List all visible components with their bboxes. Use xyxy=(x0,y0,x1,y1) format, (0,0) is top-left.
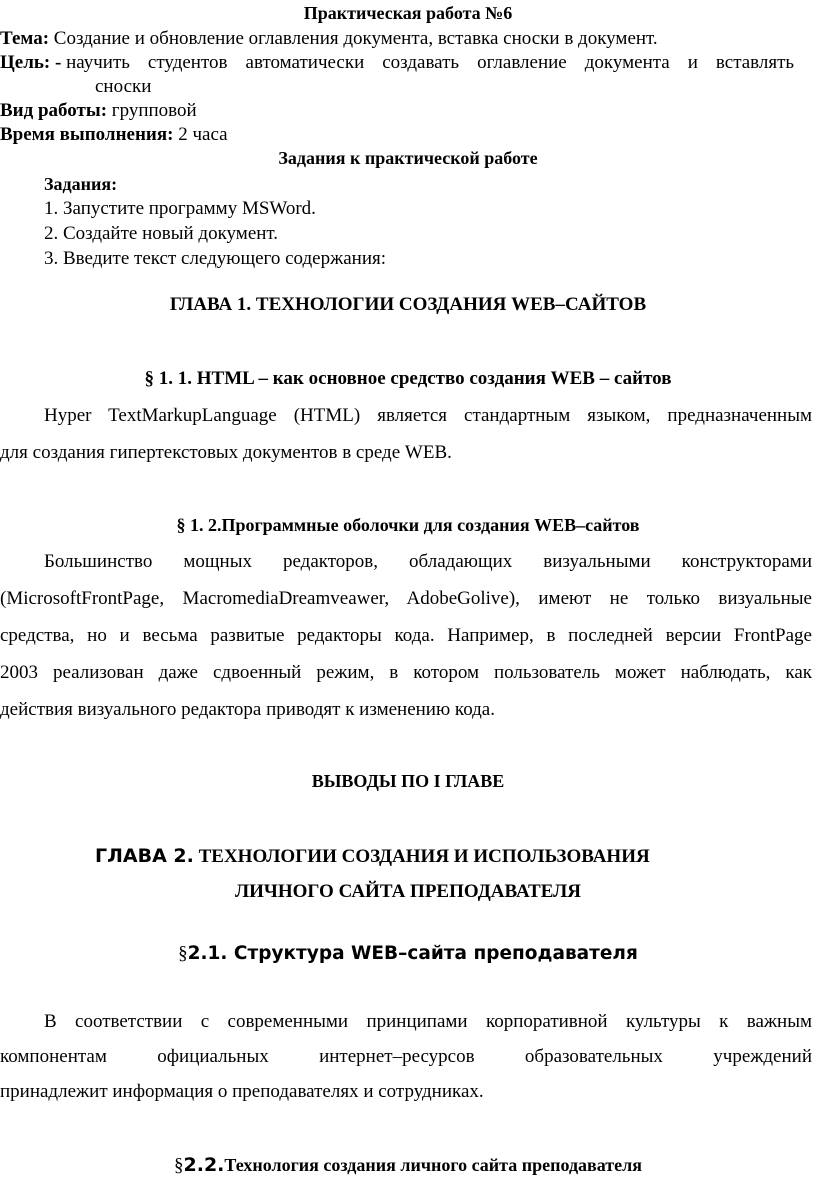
section-1-2-para-line1: Большинство мощных редакторов, обладающих визуальными конструкторами xyxy=(44,551,812,572)
work-type-label: Вид работы: xyxy=(0,100,108,121)
section-2-2-title xyxy=(0,1154,816,1177)
goal-value-line2: сноски xyxy=(95,76,152,97)
conclusions-title: ВЫВОДЫ ПО I ГЛАВЕ xyxy=(311,771,505,791)
section-2-2-symbol: § xyxy=(174,1155,184,1176)
section-1-1-title: § 1. 1. HTML – как основное средство создания WEB – сайтов xyxy=(144,368,672,389)
goal-value-line1: научить студентов автоматически создавать оглавление документа и вставлять xyxy=(66,52,795,73)
section-2-1-para-line2: компонентам официальных интернет–ресурсов образовательных учреждений xyxy=(0,1046,812,1067)
topic-value: Создание и обновление оглавления документа, вставка сноски в документ. xyxy=(53,28,658,49)
section-1-1-para-line2: для создания гипертекстовых документов в среде WEB. xyxy=(0,442,452,463)
section-1-2-para-line4: 2003 реализован даже сдвоенный режим, в котором пользователь может наблюдать, как xyxy=(0,662,812,683)
section-2-1-text: 2.1. Структура WEB–сайта преподавателя xyxy=(187,943,638,964)
tasks-heading: Задания к практической работе xyxy=(278,148,538,168)
topic-line xyxy=(0,28,658,50)
section-2-1-para-line1: В соответствии с современными принципами корпоративной культуры к важным xyxy=(44,1011,812,1032)
document-title: Практическая работа №6 xyxy=(303,3,513,23)
section-2-1-para-line3: принадлежит информация о преподавателях и сотрудниках. xyxy=(0,1081,484,1102)
time-value: 2 часа xyxy=(178,124,228,145)
task-item-3: 3. Введите текст следующего содержания: xyxy=(44,248,387,269)
section-2-2-text: Технология создания личного сайта преподавателя xyxy=(224,1155,642,1175)
chapter2-title-line1 xyxy=(95,845,650,868)
section-2-2-number: 2.2. xyxy=(183,1154,225,1176)
section-1-1-para-line1: Hyper TextMarkupLanguage (HTML) является стандартным языком, предназначенным xyxy=(44,405,812,426)
chapter2-title-line2: ЛИЧНОГО САЙТА ПРЕПОДАВАТЕЛЯ xyxy=(234,881,582,902)
time-label: Время выполнения: xyxy=(0,124,174,145)
chapter2-title-text: ТЕХНОЛОГИИ СОЗДАНИЯ И ИСПОЛЬЗОВАНИЯ xyxy=(198,846,650,867)
work-type-line xyxy=(0,100,197,122)
section-1-2-para-line5: действия визуального редактора приводят к изменению кода. xyxy=(0,699,495,720)
task-item-2: 2. Создайте новый документ. xyxy=(44,223,279,244)
topic-label: Тема: xyxy=(0,28,50,49)
section-1-2-title: § 1. 2.Программные оболочки для создания WEB–сайтов xyxy=(176,515,640,535)
chapter2-prefix: ГЛАВА 2. xyxy=(95,845,194,867)
work-type-value: групповой xyxy=(111,100,197,121)
goal-line xyxy=(0,52,812,74)
section-2-1-title xyxy=(0,943,816,965)
section-1-2-para-line3: средства, но и весьма развитые редакторы кода. Например, в последней версии FrontPage xyxy=(0,625,812,646)
chapter1-title: ГЛАВА 1. ТЕХНОЛОГИИ СОЗДАНИЯ WEB–САЙТОВ xyxy=(169,294,647,315)
section-2-1-symbol: § xyxy=(178,943,188,964)
tasks-label: Задания: xyxy=(44,174,118,194)
time-line xyxy=(0,124,228,146)
goal-label: Цель: - xyxy=(0,52,62,73)
task-item-1: 1. Запустите программу MSWord. xyxy=(44,198,316,219)
section-1-2-para-line2: (MicrosoftFrontPage, MacromediaDreamveawer, AdobeGolive), имеют не только визуальные xyxy=(0,588,812,609)
